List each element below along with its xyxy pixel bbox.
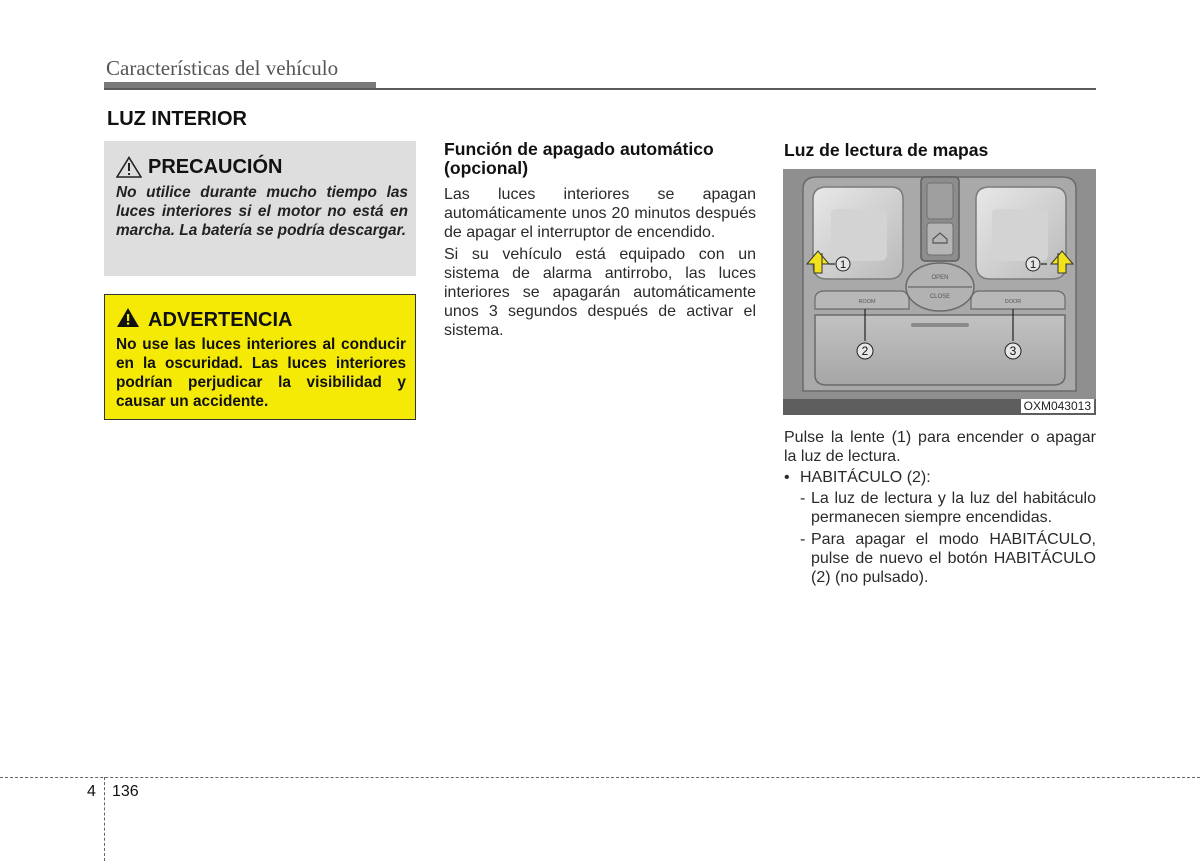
caution-text: No utilice durante mucho tiempo las luces interiores si el motor no está en marcha. La batería se podría descargar. [116, 184, 408, 239]
list-item [800, 530, 1096, 587]
caution-box [104, 141, 416, 276]
map-light-heading: Luz de lectura de mapas [784, 140, 989, 160]
warning-box [104, 294, 416, 420]
bullet-text: HABITÁCULO (2): [800, 469, 931, 486]
sub-item-text: Para apagar el modo HABITÁCULO, pulse de nuevo el botón HABITÁCULO (2) (no pulsado). [811, 531, 1096, 586]
sub-item-text: La luz de lectura y la luz del habitáculo permanecen siempre encendidas. [811, 490, 1096, 526]
chapter-number: 4 [87, 783, 96, 800]
map-light-figure [783, 169, 1096, 415]
dash-mark: - [800, 490, 806, 507]
open-button-label: OPEN [931, 275, 949, 281]
map-light-body [784, 428, 1096, 590]
auto-off-paragraph-1: Las luces interiores se apagan automáticamente unos 20 minutos después de apagar el interruptor de encendido. [444, 186, 756, 241]
warning-triangle-icon [116, 307, 140, 333]
callout-1-right: 1 [1029, 259, 1037, 271]
warning-header [116, 305, 406, 335]
warning-text: No use las luces interiores al conducir en la oscuridad. Las luces interiores podrían perjudicar la visibilidad y causar un accidente. [116, 336, 406, 410]
auto-off-heading: Función de apagado automático (opcional) [444, 139, 714, 178]
auto-off-paragraph-2: Si su vehículo está equipado con un sistema de alarma antirrobo, las luces interiores se apagarán automáticamente unos 3 segundos después de activar el sistema. [444, 246, 756, 339]
map-light-paragraph: Pulse la lente (1) para encender o apagar la luz de lectura. [784, 429, 1096, 465]
callout-2: 2 [861, 344, 869, 358]
page-number: 136 [112, 783, 139, 800]
warning-title: ADVERTENCIA [148, 308, 293, 331]
list-item [800, 489, 1096, 527]
close-button-label: CLOSE [929, 294, 951, 300]
header-rule [104, 88, 1096, 90]
footer-divider [104, 777, 105, 861]
dash-mark: - [800, 531, 806, 548]
bullet-mark: • [784, 469, 790, 486]
caution-triangle-icon [116, 156, 142, 178]
caution-title: PRECAUCIÓN [148, 155, 283, 178]
section-title: LUZ INTERIOR [107, 108, 247, 130]
door-button-label: DOOR [1004, 299, 1022, 305]
overhead-console-illustration [783, 169, 1096, 415]
caution-header [116, 154, 408, 180]
chapter-title: Características del vehículo [106, 56, 339, 80]
list-item [784, 468, 1096, 487]
room-button-label: ROOM [858, 299, 876, 305]
figure-code: OXM043013 [1021, 399, 1094, 413]
callout-3: 3 [1009, 344, 1017, 358]
callout-1-left: 1 [839, 259, 847, 271]
footer-rule [0, 777, 1200, 778]
auto-off-body [444, 185, 756, 343]
